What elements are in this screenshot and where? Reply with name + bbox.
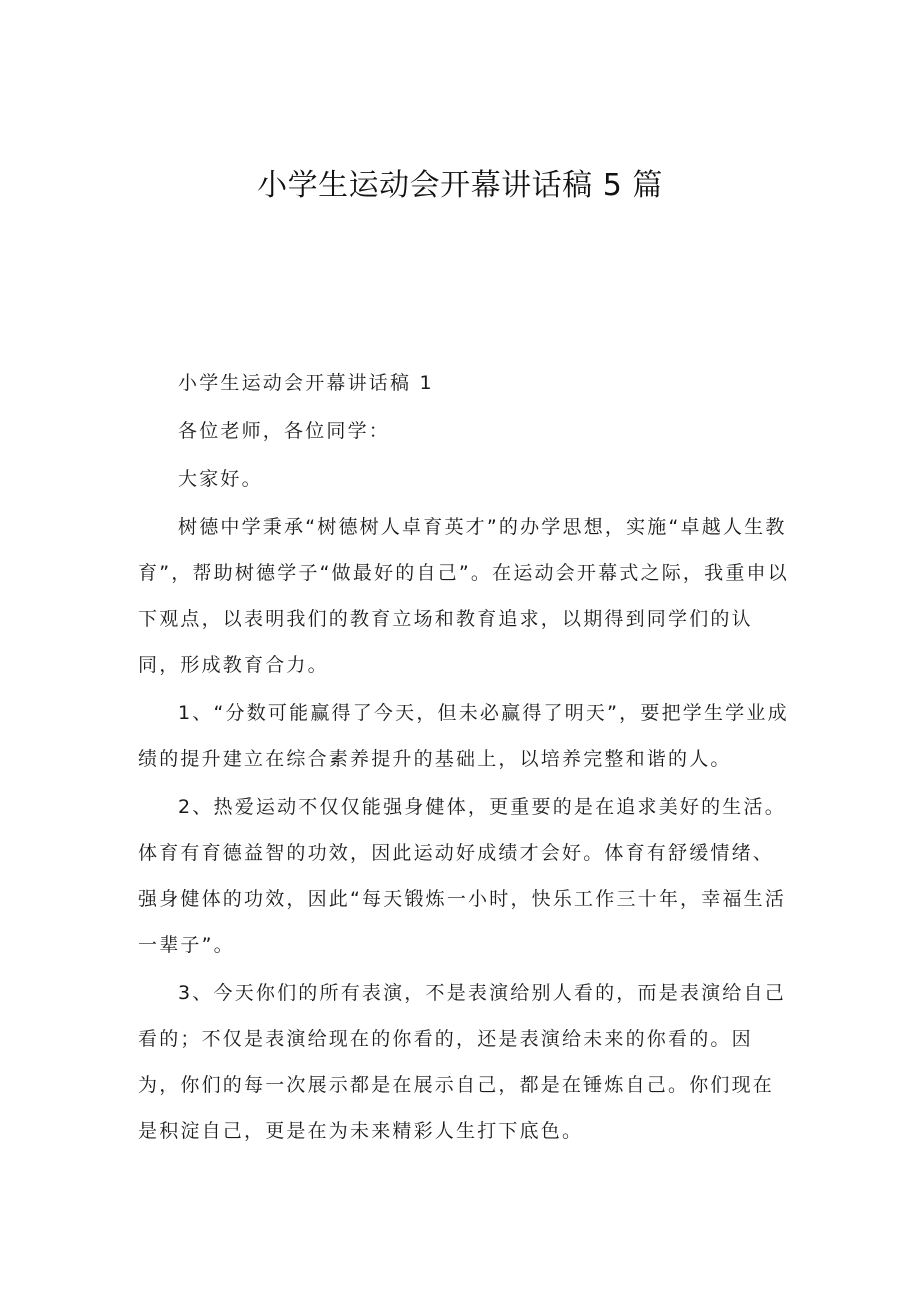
section-heading: 小学生运动会开幕讲话稿 1	[178, 372, 434, 394]
document-body	[138, 360, 793, 1154]
paragraph-intro: 树德中学秉承“树德树人卓育英才”的办学思想，实施“卓越人生教育”，帮助树德学子“做最好的自己”。在运动会开幕式之际，我重申以下观点，以表明我们的教育立场和教育追求，以期得到同学们的认同，形成教育合力。	[138, 516, 789, 676]
salutation: 各位老师，各位同学：	[178, 420, 391, 442]
paragraph-point-2: 2、热爱运动不仅仅能强身健体，更重要的是在追求美好的生活。体育有育德益智的功效，因此运动好成绩才会好。体育有舒缓情绪、强身健体的功效，因此“每天锻炼一小时，快乐工作三十年，幸福生活一辈子”。	[138, 796, 787, 956]
paragraph-point-3: 3、今天你们的所有表演，不是表演给别人看的，而是表演给自己看的；不仅是表演给现在的你看的，还是表演给未来的你看的。因为，你们的每一次展示都是在展示自己，都是在锤炼自己。你们现在是积淀自己，更是在为未来精彩人生打下底色。	[138, 982, 786, 1142]
greeting: 大家好。	[178, 468, 263, 490]
paragraph-point-1: 1、“分数可能赢得了今天，但未必赢得了明天”，要把学生学业成绩的提升建立在综合素养提升的基础上，以培养完整和谐的人。	[138, 702, 789, 770]
document-title: 小学生运动会开幕讲话稿 5 篇	[257, 168, 663, 203]
